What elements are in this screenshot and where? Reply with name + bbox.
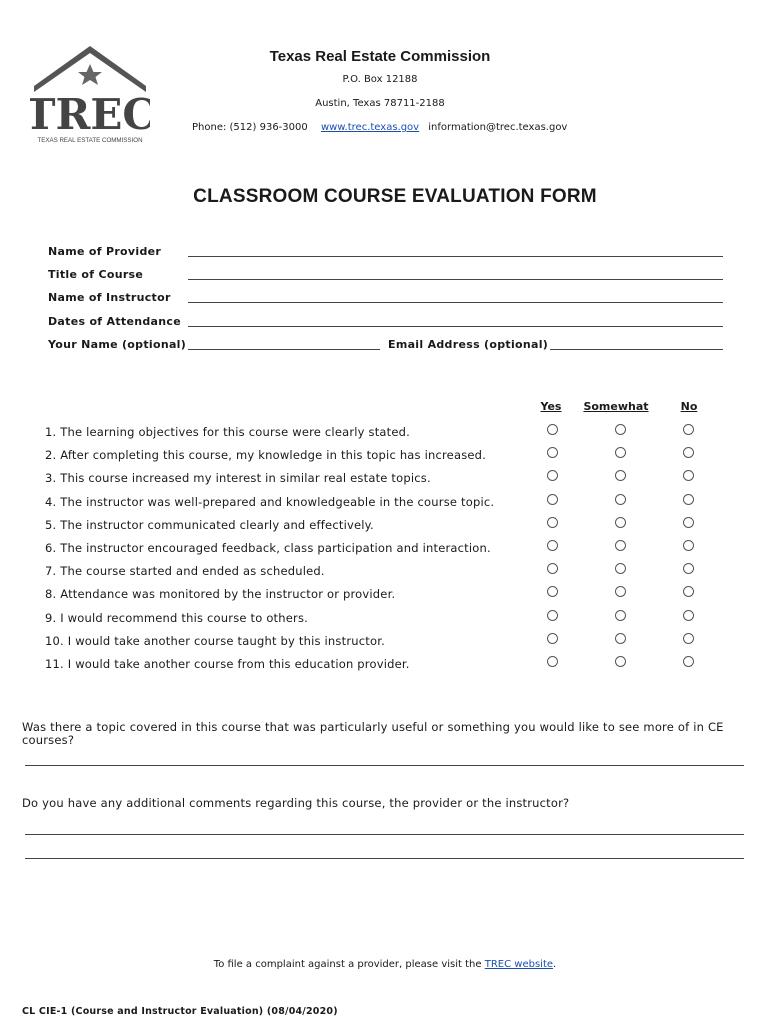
- radio-somewhat[interactable]: [615, 540, 626, 551]
- trec-website-link[interactable]: TREC website: [484, 959, 554, 970]
- col-no: No: [680, 400, 698, 413]
- city-address: Austin, Texas 78711-2188: [315, 98, 445, 109]
- org-name: Texas Real Estate Commission: [269, 48, 491, 65]
- radio-somewhat[interactable]: [615, 470, 626, 481]
- email-field[interactable]: [550, 349, 723, 350]
- radio-no[interactable]: [683, 633, 694, 644]
- radio-yes[interactable]: [547, 470, 558, 481]
- course-title-label: Title of Course: [48, 268, 144, 281]
- email-address: information@trec.texas.gov: [428, 122, 568, 133]
- radio-yes[interactable]: [547, 447, 558, 458]
- complaint-text: To file a complaint against a provider, please visit the: [213, 959, 482, 970]
- radio-yes[interactable]: [547, 494, 558, 505]
- radio-no[interactable]: [683, 470, 694, 481]
- radio-no[interactable]: [683, 494, 694, 505]
- form-id: CL CIE-1 (Course and Instructor Evaluation) (08/04/2020): [22, 1006, 338, 1017]
- radio-yes[interactable]: [547, 586, 558, 597]
- dates-field[interactable]: [188, 326, 723, 327]
- contact-line: [192, 122, 567, 133]
- comments-answer-line-1[interactable]: [25, 834, 744, 835]
- provider-label: Name of Provider: [48, 245, 162, 258]
- complaint-note: [0, 959, 770, 970]
- po-box: P.O. Box 12188: [342, 74, 418, 85]
- your-name-field[interactable]: [188, 349, 380, 350]
- radio-yes[interactable]: [547, 424, 558, 435]
- svg-text:TEXAS REAL ESTATE COMMISSION: TEXAS REAL ESTATE COMMISSION: [37, 137, 143, 144]
- radio-yes[interactable]: [547, 517, 558, 528]
- question-text: 3. This course increased my interest in similar real estate topics.: [45, 471, 431, 486]
- question-text: 11. I would take another course from this education provider.: [45, 657, 410, 671]
- question-text: 9. I would recommend this course to others.: [45, 610, 309, 625]
- radio-somewhat[interactable]: [615, 517, 626, 528]
- radio-somewhat[interactable]: [615, 447, 626, 458]
- radio-somewhat[interactable]: [615, 610, 626, 621]
- your-name-label: Your Name (optional): [48, 338, 187, 351]
- provider-field[interactable]: [188, 256, 723, 257]
- radio-somewhat[interactable]: [615, 494, 626, 505]
- question-text: 2. After completing this course, my knowledge in this topic has increased.: [45, 448, 487, 463]
- radio-no[interactable]: [683, 656, 694, 667]
- course-title-field[interactable]: [188, 279, 723, 280]
- col-yes: Yes: [540, 400, 562, 413]
- radio-yes[interactable]: [547, 633, 558, 644]
- email-label: Email Address (optional): [388, 338, 549, 351]
- radio-yes[interactable]: [547, 540, 558, 551]
- question-text: 10. I would take another course taught by this instructor.: [45, 633, 385, 648]
- comments-answer-line-2[interactable]: [25, 858, 744, 859]
- instructor-label: Name of Instructor: [48, 291, 171, 304]
- radio-no[interactable]: [683, 517, 694, 528]
- instructor-field[interactable]: [188, 302, 723, 303]
- trec-logo: [30, 44, 150, 144]
- topic-question: Was there a topic covered in this course that was particularly useful or something you would like to see more of in CE courses?: [22, 720, 724, 747]
- radio-yes[interactable]: [547, 610, 558, 621]
- radio-somewhat[interactable]: [615, 424, 626, 435]
- website-link[interactable]: www.trec.texas.gov: [320, 122, 420, 133]
- svg-text:TREC: TREC: [30, 90, 150, 139]
- radio-no[interactable]: [683, 610, 694, 621]
- question-text: 1. The learning objectives for this course were clearly stated.: [45, 425, 411, 439]
- dates-label: Dates of Attendance: [48, 315, 181, 328]
- radio-somewhat[interactable]: [615, 656, 626, 667]
- comments-question: Do you have any additional comments regarding this course, the provider or the instructor?: [22, 796, 570, 810]
- form-title: CLASSROOM COURSE EVALUATION FORM: [193, 186, 597, 207]
- col-somewhat: Somewhat: [583, 400, 649, 413]
- radio-no[interactable]: [683, 424, 694, 435]
- radio-somewhat[interactable]: [615, 633, 626, 644]
- radio-no[interactable]: [683, 447, 694, 458]
- radio-yes[interactable]: [547, 563, 558, 574]
- question-text: 4. The instructor was well-prepared and knowledgeable in the course topic.: [45, 494, 495, 509]
- phone: Phone: (512) 936-3000: [192, 122, 308, 133]
- radio-no[interactable]: [683, 586, 694, 597]
- radio-no[interactable]: [683, 563, 694, 574]
- radio-somewhat[interactable]: [615, 563, 626, 574]
- question-text: 5. The instructor communicated clearly and effectively.: [45, 517, 374, 532]
- question-text: 8. Attendance was monitored by the instructor or provider.: [45, 587, 396, 602]
- topic-answer-line[interactable]: [25, 765, 744, 766]
- complaint-suffix: .: [553, 959, 557, 970]
- radio-no[interactable]: [683, 540, 694, 551]
- radio-yes[interactable]: [547, 656, 558, 667]
- radio-somewhat[interactable]: [615, 586, 626, 597]
- question-text: 7. The course started and ended as scheduled.: [45, 564, 325, 579]
- question-text: 6. The instructor encouraged feedback, class participation and interaction.: [45, 541, 491, 555]
